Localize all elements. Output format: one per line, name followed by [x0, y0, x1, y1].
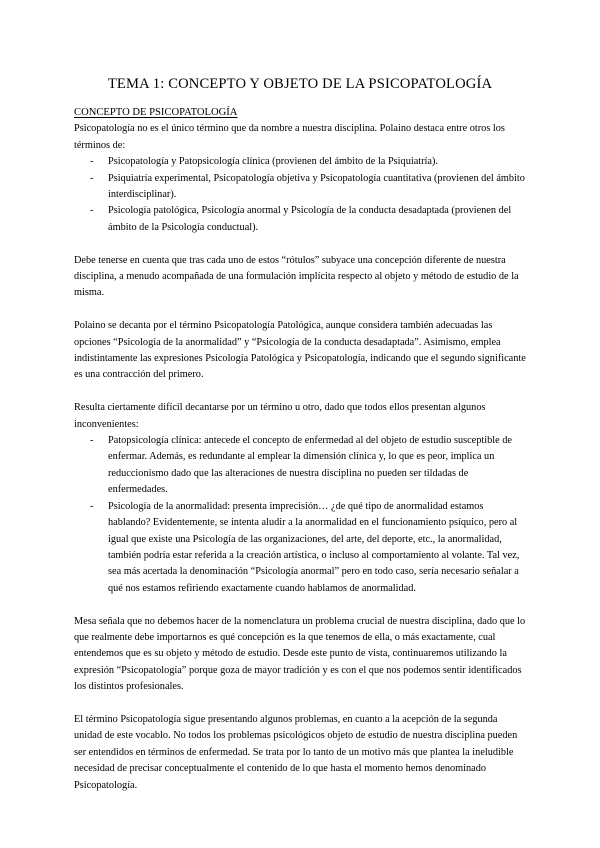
list-item-text: Psicopatología y Patopsicología clínica (provienen del ámbito de la Psiquiatría).: [108, 156, 438, 168]
dash-bullet: -: [90, 500, 94, 512]
drawback-list: [74, 433, 526, 597]
body-paragraph: Debe tenerse en cuenta que tras cada uno de estos “rótulos” subyace una concepción diferente de nuestra disciplina, a menudo acompañada de una formulación implícita respecto al objeto y método de estudio de la misma.: [74, 254, 519, 299]
term-list: [74, 154, 526, 236]
dash-bullet: -: [90, 156, 94, 168]
list-item: [90, 499, 526, 597]
body-paragraph: Resulta ciertamente difícil decantarse por un término u otro, dado que todos ellos presentan algunos inconvenientes:: [74, 402, 486, 430]
list-item-text: Patopsicología clínica: antecede el concepto de enfermedad al del objeto de estudio susceptible de enfermar. Además, es redundante al emplear la dimensión clínica y, lo que es peor, implica un reduccionismo dado que las alteraciones de nuestra disciplina no pueden ser tildadas de enfermedades.: [108, 435, 512, 496]
document-body: [74, 105, 526, 794]
body-paragraph: Polaino se decanta por el término Psicopatología Patológica, aunque considera también adecuadas las opciones “Psicología de la anormalidad” y “Psicología de la conducta desadaptada”. Asimismo, emplea indistintamente las expresiones Psicología Patológica y Psicopatología, indicando que el segundo significante es una contracción del primero.: [74, 320, 526, 381]
list-item-text: Psicología de la anormalidad: presenta imprecisión… ¿de qué tipo de anormalidad estamos hablando? Evidentemente, se intenta aludir a la anormalidad en el funcionamiento psíquico, pero al igual que existe una Psicología de las organizaciones, del arte, del deporte, etc., la anormalidad, también podría estar referida a la creación artística, o incluso al comportamiento al volante. Tal vez, sea más acertada la denominación “Psicología anormal” pero en todo caso, sería necesario señalar a qué nos estamos refiriendo exactamente cuando hablamos de anormalidad.: [108, 500, 520, 594]
list-item: [90, 154, 526, 170]
dash-bullet: -: [90, 205, 94, 217]
body-paragraph: Mesa señala que no debemos hacer de la nomenclatura un problema crucial de nuestra disciplina, dado que lo que realmente debe importarnos es qué concepción es la que tenemos de ella, o más exactamente, cual entendemos que es su objeto y método de estudio. Desde este punto de vista, continuaremos utilizando la expresión “Psicopatología” porque goza de mayor tradición y es con el que nos podemos sentir identificados los distintos profesionales.: [74, 615, 526, 693]
page-title: TEMA 1: CONCEPTO Y OBJETO DE LA PSICOPATOLOGÍA: [107, 76, 493, 92]
list-item: [90, 433, 526, 499]
list-item-text: Psiquiatría experimental, Psicopatología objetiva y Psicopatología cuantitativa (provienen del ámbito interdisciplinar).: [108, 172, 525, 201]
section-heading: CONCEPTO DE PSICOPATOLOGÍA: [74, 107, 238, 118]
list-item-text: Psicología patológica, Psicología anormal y Psicología de la conducta desadaptada (provienen del ámbito de la Psicología conductual).: [108, 205, 512, 233]
list-item: [90, 203, 526, 236]
body-paragraph: El término Psicopatología sigue presentando algunos problemas, en cuanto a la acepción de la segunda unidad de este vocablo. No todos los problemas psicológicos objeto de estudio de nuestra disciplina pueden ser entendidos en términos de enfermedad. Se trata por lo tanto de un motivo más que plantea la ineludible necesidad de precisar conceptualmente el contenido de lo que hasta el momento hemos denominado Psicopatología.: [74, 713, 518, 791]
dash-bullet: -: [90, 435, 94, 447]
list-item: [90, 171, 526, 204]
intro-paragraph: Psicopatología no es el único término que da nombre a nuestra disciplina. Polaino destaca entre otros los términos de:: [74, 123, 505, 151]
dash-bullet: -: [90, 172, 94, 184]
